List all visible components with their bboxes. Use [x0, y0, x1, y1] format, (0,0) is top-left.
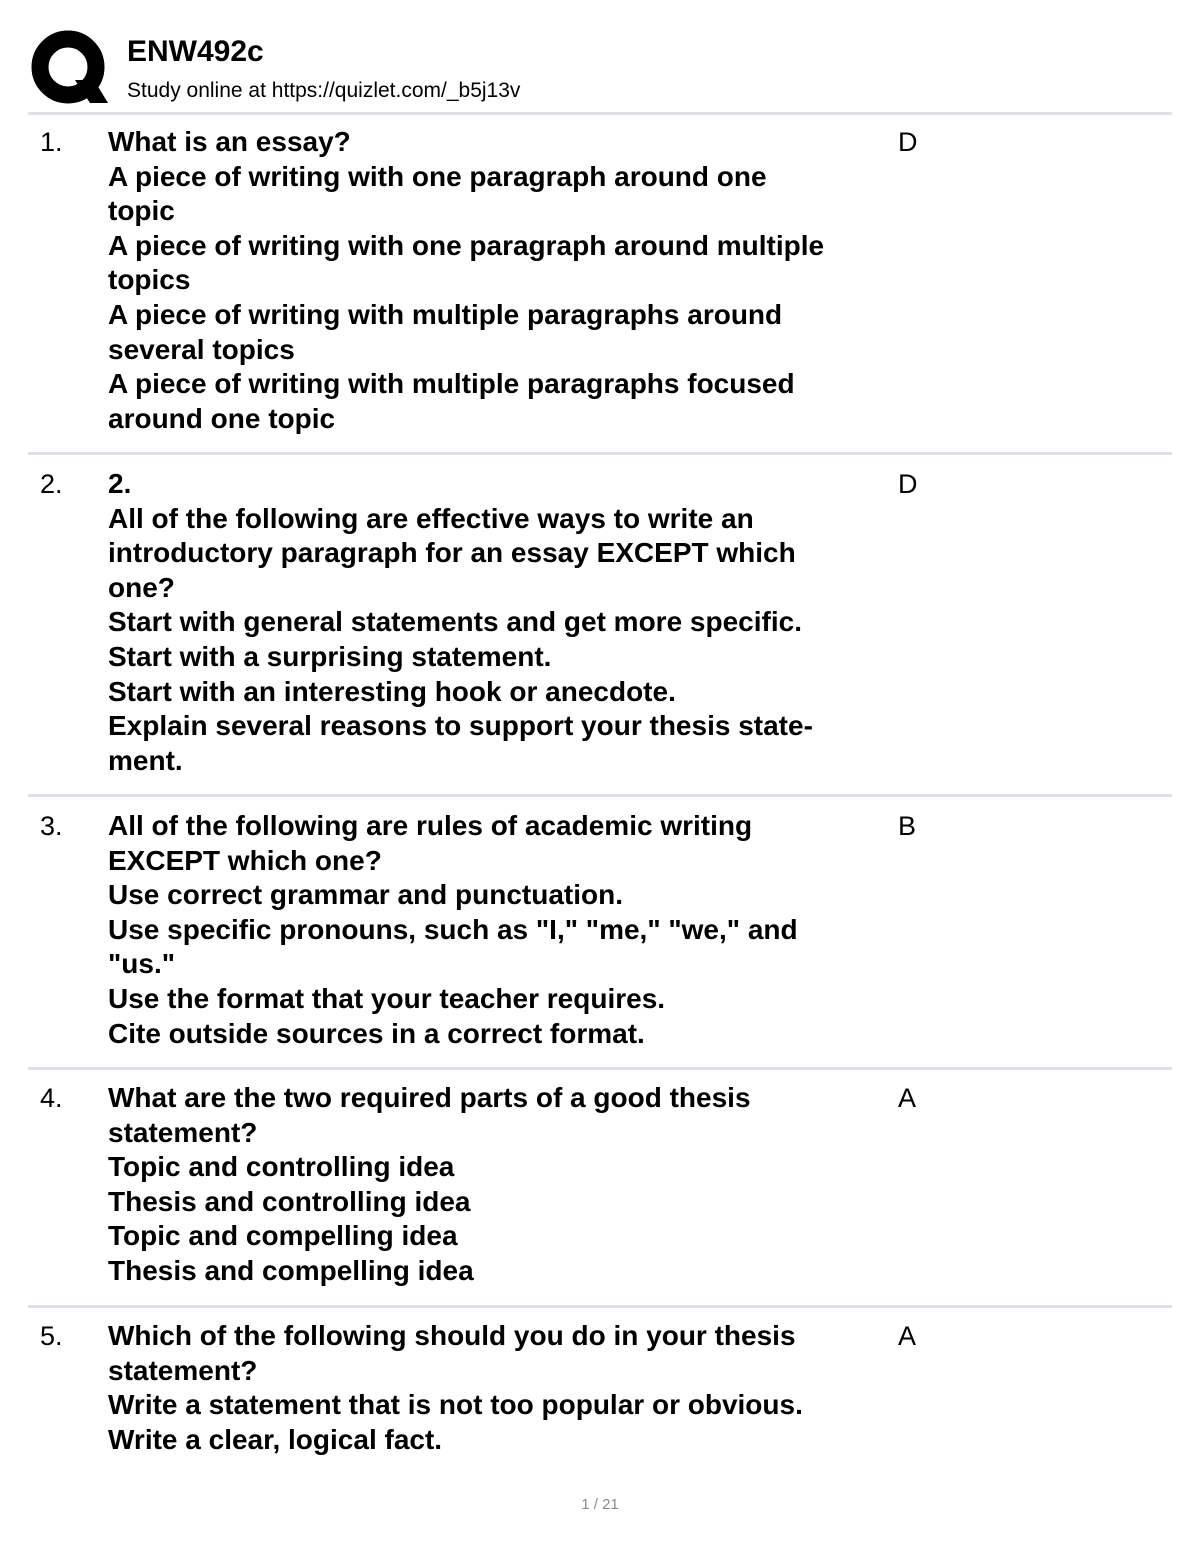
card-term: [108, 1319, 892, 1457]
term-line: EXCEPT which one?: [108, 844, 382, 876]
term-line: around one topic: [108, 402, 336, 434]
term-line: What is an essay?: [108, 126, 351, 157]
term-line: ment.: [108, 744, 183, 776]
card-term: [108, 125, 892, 436]
card-number: 5.: [40, 1321, 63, 1351]
term-line: All of the following are effective ways to write an: [108, 502, 754, 534]
term-line: one?: [108, 571, 175, 603]
card-definition: B: [898, 811, 917, 841]
term-line: Topic and compelling idea: [108, 1220, 458, 1252]
term-line: Write a statement that is not too popular or obvious.: [108, 1389, 803, 1421]
divider: [28, 112, 1172, 115]
term-line: Cite outside sources in a correct format.: [108, 1017, 645, 1049]
term-line: topic: [108, 195, 175, 227]
card-term: [108, 809, 892, 1051]
term-line: Start with an interesting hook or anecdote.: [108, 675, 676, 707]
document-header: [0, 0, 1200, 112]
card-term: [108, 1081, 892, 1289]
term-line: Explain several reasons to support your thesis state-: [108, 710, 813, 742]
term-line: "us.": [108, 948, 176, 980]
term-line: All of the following are rules of academic writing: [108, 810, 753, 841]
term-line: Topic and controlling idea: [108, 1151, 455, 1183]
term-line: statement?: [108, 1354, 258, 1386]
term-line: statement?: [108, 1116, 258, 1148]
term-line: Which of the following should you do in your thesis: [108, 1320, 796, 1351]
card-definition: D: [898, 127, 918, 157]
term-line: A piece of writing with one paragraph around multiple: [108, 229, 825, 261]
term-line: A piece of writing with multiple paragraphs around: [108, 298, 783, 330]
card-number: 4.: [40, 1083, 63, 1113]
term-line: 2.: [108, 468, 132, 499]
card-term: [108, 467, 892, 778]
term-line: introductory paragraph for an essay EXCEPT which: [108, 537, 796, 569]
term-line: several topics: [108, 333, 295, 365]
card-definition: A: [898, 1083, 917, 1113]
divider: [28, 452, 1172, 455]
study-online-link-text: Study online at https://quizlet.com/_b5j13v: [127, 79, 521, 102]
term-line: Write a clear, logical fact.: [108, 1423, 443, 1455]
page-indicator: 1 / 21: [581, 1496, 619, 1513]
divider: [28, 794, 1172, 797]
term-line: Thesis and compelling idea: [108, 1254, 474, 1286]
term-line: Start with a surprising statement.: [108, 640, 552, 672]
term-line: Use specific pronouns, such as "I," "me," "we," and: [108, 913, 798, 945]
quizlet-q-logo-icon: [30, 30, 108, 106]
divider: [28, 1305, 1172, 1308]
term-line: A piece of writing with one paragraph around one: [108, 160, 767, 192]
card-number: 1.: [40, 127, 63, 157]
term-line: Use correct grammar and punctuation.: [108, 879, 624, 911]
term-line: topics: [108, 264, 191, 296]
card-definition: A: [898, 1321, 917, 1351]
divider: [28, 1067, 1172, 1070]
document-title: ENW492c: [127, 35, 264, 68]
term-line: A piece of writing with multiple paragraphs focused: [108, 368, 795, 400]
card-number: 2.: [40, 469, 63, 499]
card-definition: D: [898, 469, 918, 499]
term-line: Thesis and controlling idea: [108, 1185, 471, 1217]
term-line: What are the two required parts of a good thesis: [108, 1082, 751, 1113]
term-line: Start with general statements and get more specific.: [108, 606, 802, 638]
card-number: 3.: [40, 811, 63, 841]
term-line: Use the format that your teacher requires.: [108, 982, 666, 1014]
